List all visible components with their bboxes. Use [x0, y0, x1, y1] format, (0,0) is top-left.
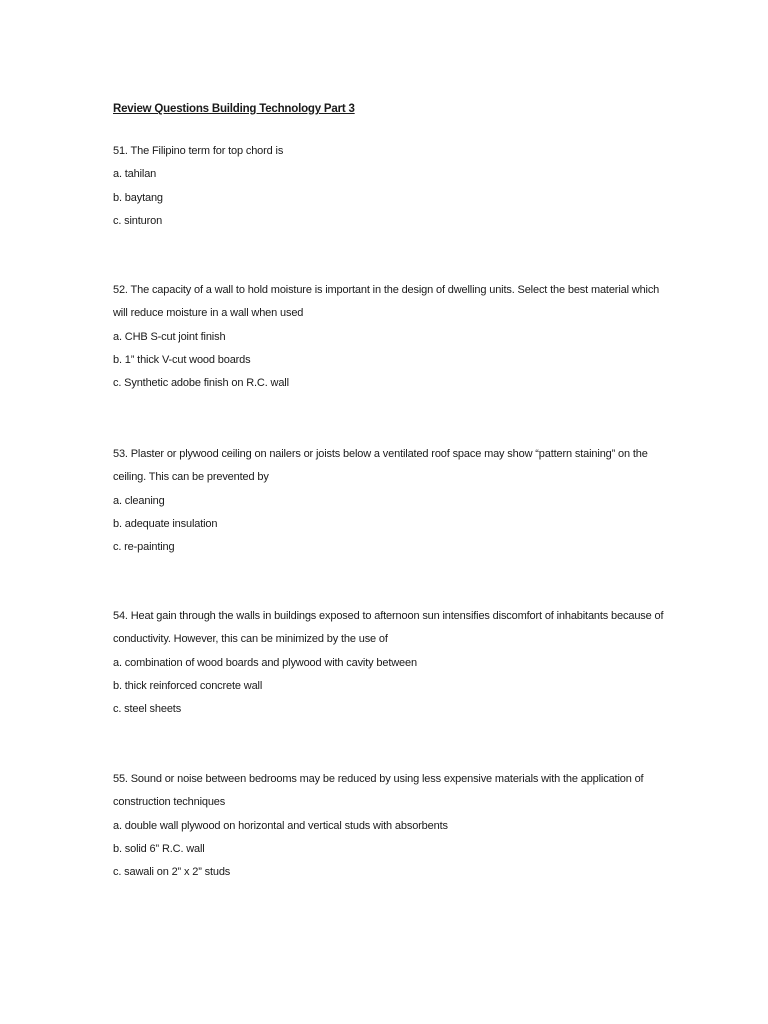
option-a: a. tahilan	[113, 168, 157, 181]
question-55	[113, 772, 673, 888]
question-stem-continued: construction techniques	[113, 796, 226, 809]
option-c: c. Synthetic adobe finish on R.C. wall	[113, 377, 289, 390]
option-a: a. double wall plywood on horizontal and vertical studs with absorbents	[113, 819, 448, 832]
document-title: Review Questions Building Technology Part 3	[113, 103, 355, 115]
question-stem-continued: ceiling. This can be prevented by	[113, 471, 269, 484]
question-52	[113, 283, 673, 399]
option-b: b. solid 6” R.C. wall	[113, 842, 205, 855]
question-54	[113, 609, 673, 725]
option-b: b. 1” thick V-cut wood boards	[113, 353, 251, 366]
question-stem: 51. The Filipino term for top chord is	[113, 145, 284, 157]
option-c: c. sawali on 2” x 2” studs	[113, 866, 231, 879]
option-c: c. re-painting	[113, 541, 175, 554]
option-b: b. adequate insulation	[113, 517, 218, 530]
option-a: a. cleaning	[113, 494, 165, 507]
question-51	[113, 144, 673, 237]
question-stem: 54. Heat gain through the walls in buildings exposed to afternoon sun intensifies discomfort of inhabitants because of	[113, 610, 664, 622]
option-c: c. steel sheets	[113, 703, 182, 716]
option-b: b. thick reinforced concrete wall	[113, 679, 263, 692]
question-stem-continued: conductivity. However, this can be minimized by the use of	[113, 633, 388, 646]
option-b: b. baytang	[113, 191, 163, 204]
option-c: c. sinturon	[113, 214, 163, 227]
question-stem: 52. The capacity of a wall to hold moisture is important in the design of dwelling units. Select the best material which	[113, 284, 660, 296]
question-stem: 55. Sound or noise between bedrooms may be reduced by using less expensive materials with the application of	[113, 773, 644, 785]
question-53	[113, 447, 673, 563]
question-stem-continued: will reduce moisture in a wall when used	[113, 307, 304, 320]
question-stem: 53. Plaster or plywood ceiling on nailers or joists below a ventilated roof space may show “pattern staining” on the	[113, 448, 648, 460]
option-a: a. combination of wood boards and plywood with cavity between	[113, 656, 417, 669]
option-a: a. CHB S-cut joint finish	[113, 330, 226, 343]
